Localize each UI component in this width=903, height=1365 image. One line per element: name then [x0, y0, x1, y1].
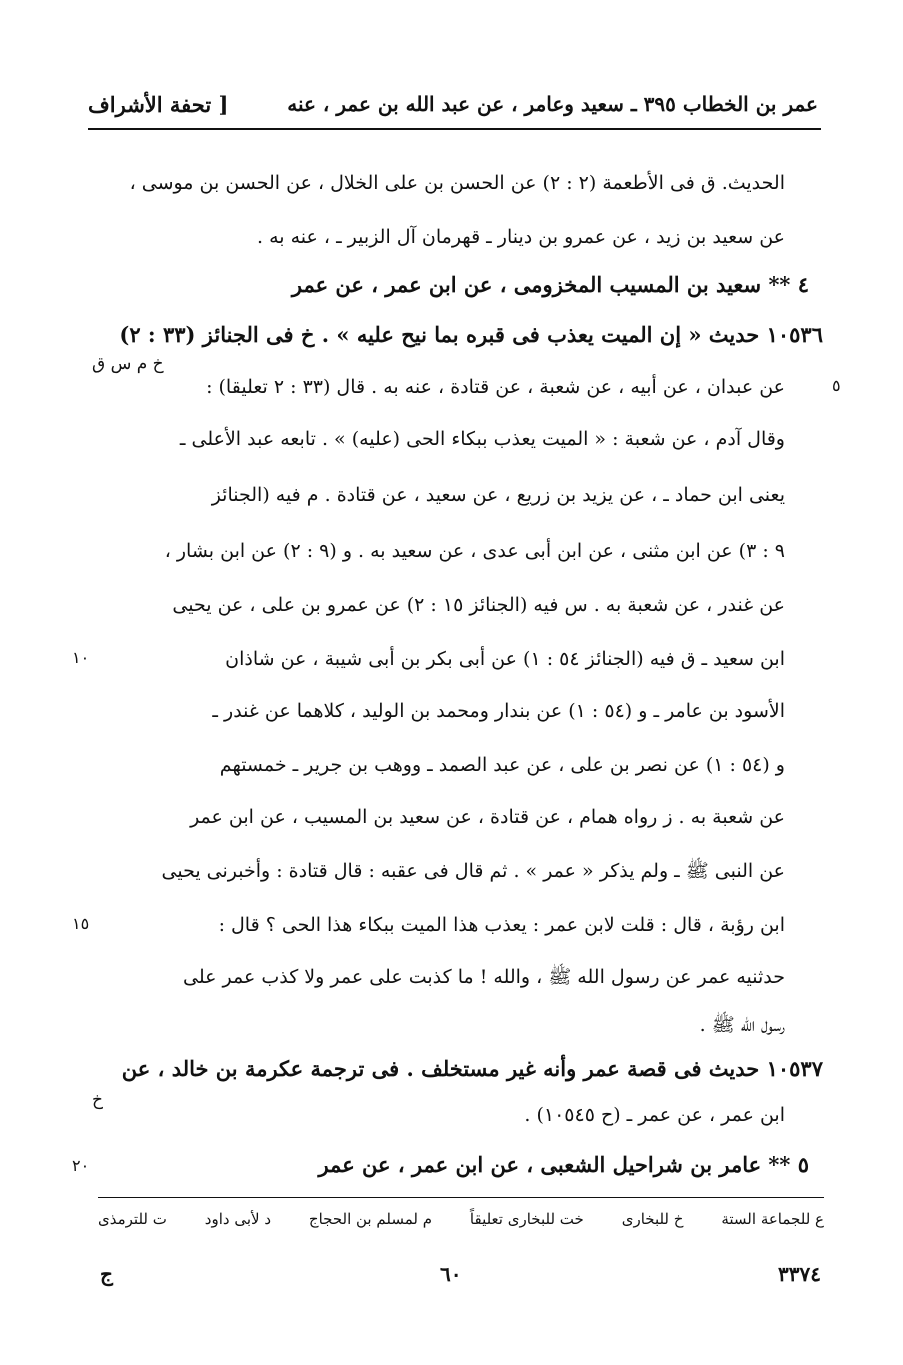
legend-item: م لمسلم بن الحجاج [308, 1210, 433, 1228]
text-line: ابن سعيد ـ ق فيه (الجنائز ٥٤ : ١) عن أبى بكر بن أبى شيبة ، عن شاذان [225, 648, 785, 670]
line-number: ١٠ [72, 648, 90, 667]
hadith-heading: ١٠٥٣٦ حديث « إن الميت يعذب فى قبره بما نيح عليه » . خ فى الجنائز (٣٣ : ٢) [119, 322, 823, 347]
source-mark: خ م س ق [92, 354, 164, 374]
text-line: و (٥٤ : ١) عن نصر بن على ، عن عبد الصمد ـ ووهب بن جرير ـ خمستهم [219, 754, 785, 776]
legend-item: ع للجماعة الستة [721, 1210, 824, 1228]
siglum-legend [98, 1210, 824, 1240]
text-line: ابن عمر ، عن عمر ـ (ح ١٠٥٤٥) . [524, 1104, 785, 1126]
chain-heading: ٥ ** عامر بن شراحيل الشعبى ، عن ابن عمر ، عن عمر [318, 1152, 809, 1177]
text-line: عن غندر ، عن شعبة به . س فيه (الجنائز ١٥ : ٢) عن عمرو بن على ، عن يحيى [172, 594, 785, 616]
text-line: الحديث. ق فى الأطعمة (٢ : ٢) عن الحسن بن على الخلال ، عن الحسن بن موسى ، [129, 172, 785, 194]
legend-item: د لأبى داود [204, 1210, 271, 1228]
hadith-heading: ١٠٥٣٧ حديث فى قصة عمر وأنه غير مستخلف . فى ترجمة عكرمة بن خالد ، عن [121, 1056, 823, 1081]
chain-heading: ٤ ** سعيد بن المسيب المخزومى ، عن ابن عمر ، عن عمر [291, 272, 809, 297]
page-number: ٦٠ [440, 1262, 462, 1286]
header-title: عمر بن الخطاب ٣٩٥ ـ سعيد وعامر ، عن عبد الله بن عمر ، عنه [287, 92, 818, 116]
legend-item: خ للبخارى [621, 1210, 684, 1228]
source-mark: خ [92, 1090, 103, 1110]
text-line: عن شعبة به . ز رواه همام ، عن قتادة ، عن سعيد بن المسيب ، عن ابن عمر [190, 806, 785, 828]
line-number: ٢٠ [72, 1156, 90, 1175]
legend-item: خت للبخارى تعليقاً [469, 1210, 584, 1228]
legend-item: ت للترمذى [98, 1210, 167, 1228]
header-book-title: [ تحفة الأشراف [88, 91, 229, 117]
header-rule [88, 128, 821, 130]
text-line: وقال آدم ، عن شعبة : « الميت يعذب ببكاء الحى (عليه) » . تابعه عبد الأعلى ـ [179, 428, 785, 450]
line-number: ١٥ [72, 914, 90, 933]
footnote-rule [98, 1197, 824, 1198]
line-number: ٥ [832, 376, 841, 395]
text-line: يعنى ابن حماد ـ ، عن يزيد بن زريع ، عن سعيد ، عن قتادة . م فيه (الجنائز [211, 484, 785, 506]
text-line: الأسود بن عامر ـ و (٥٤ : ١) عن بندار ومحمد بن الوليد ، كلاهما عن غندر ـ [212, 700, 785, 722]
text-line: حدثنيه عمر عن رسول الله ﷺ ، والله ! ما كذبت على عمر ولا كذب عمر على [183, 966, 785, 988]
text-line: عن عبدان ، عن أبيه ، عن شعبة ، عن قتادة ، عنه به . قال (٣٣ : ٢ تعليقا) : [206, 376, 785, 398]
text-line: رسول الله ﷺ . [699, 1014, 785, 1036]
text-line: عن سعيد بن زيد ، عن عمرو بن دينار ـ قهرمان آل الزبير ـ ، عنه به . [257, 226, 785, 248]
text-line: ابن رؤبة ، قال : قلت لابن عمر : يعذب هذا الميت ببكاء هذا الحى ؟ قال : [218, 914, 785, 936]
text-line: ٩ : ٣) عن ابن مثنى ، عن ابن أبى عدى ، عن سعيد به . و (٩ : ٢) عن ابن بشار ، [164, 540, 785, 562]
signature-mark: ج [100, 1262, 113, 1286]
running-header [88, 84, 818, 124]
text-line: عن النبى ﷺ ـ ولم يذكر « عمر » . ثم قال فى عقبه : قال قتادة : وأخبرنى يحيى [161, 860, 785, 882]
volume-page-number: ٣٣٧٤ [778, 1262, 821, 1286]
